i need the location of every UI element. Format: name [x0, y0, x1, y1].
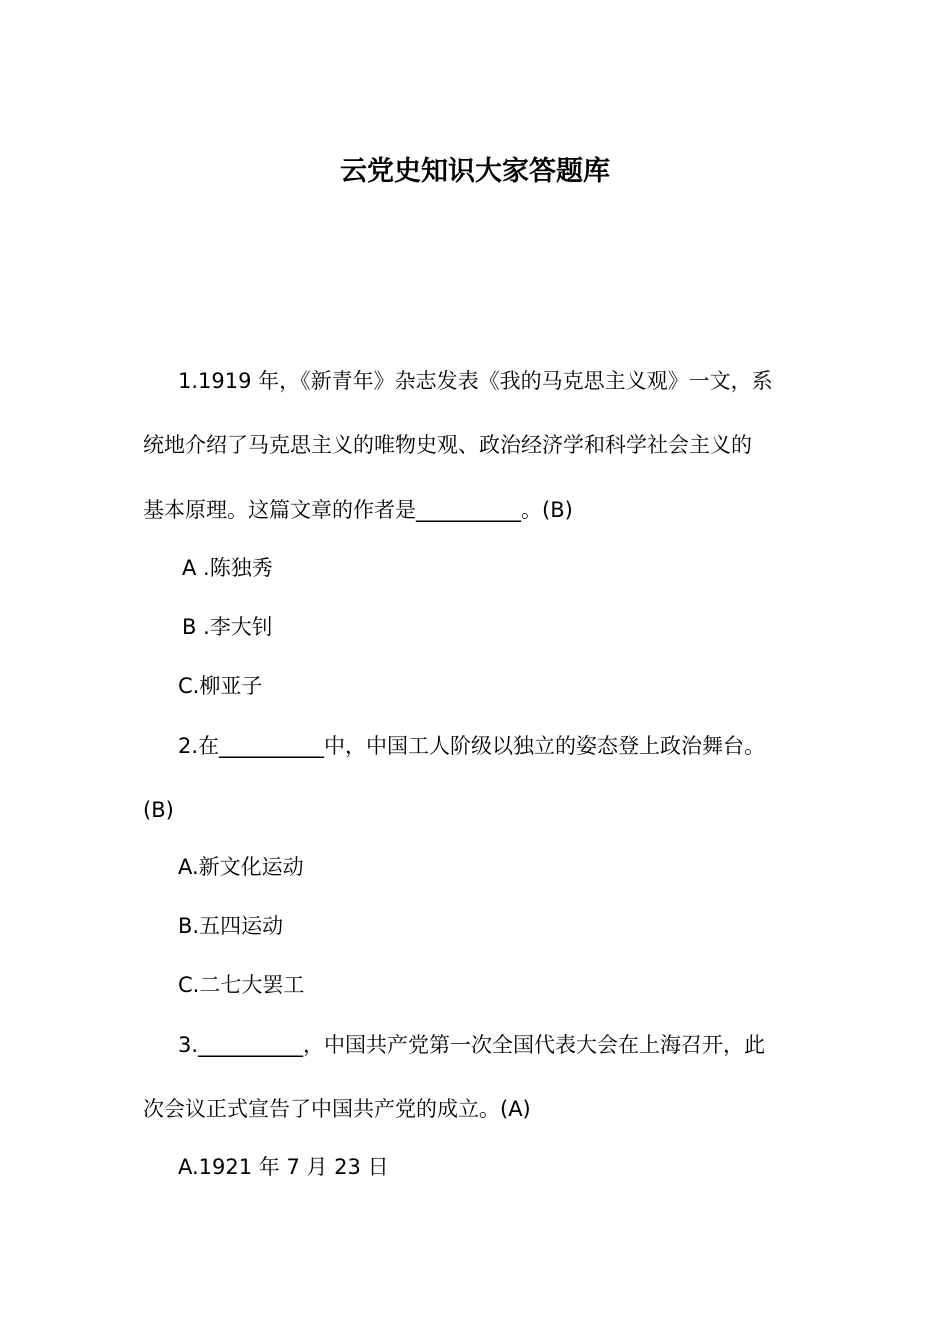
question-3-line-1: 3.__________，中国共产党第一次全国代表大会在上海召开，此 [178, 1033, 766, 1057]
question-1-option-c: C.柳亚子 [178, 674, 263, 698]
question-2-option-a: A.新文化运动 [178, 855, 304, 879]
question-3-line-2: 次会议正式宣告了中国共产党的成立。(A) [143, 1097, 531, 1121]
question-1-line-2: 统地介绍了马克思主义的唯物史观、政治经济学和科学社会主义的 [143, 433, 752, 457]
question-1-line-3: 基本原理。这篇文章的作者是__________。(B) [143, 498, 573, 522]
question-1-line-1: 1.1919 年，《新青年》杂志发表《我的马克思主义观》一文，系 [178, 369, 773, 393]
document-title: 云党史知识大家答题库 [340, 156, 610, 187]
question-2-option-b: B.五四运动 [178, 914, 284, 938]
question-1-option-b: B .李大钊 [182, 615, 273, 639]
question-2-line-1: 2.在__________中，中国工人阶级以独立的姿态登上政治舞台。 [178, 734, 766, 758]
question-2-option-c: C.二七大罢工 [178, 973, 305, 997]
question-3-option-a: A.1921 年 7 月 23 日 [178, 1155, 389, 1179]
question-1-option-a: A .陈独秀 [182, 556, 273, 580]
question-2-line-2: (B) [143, 798, 174, 822]
